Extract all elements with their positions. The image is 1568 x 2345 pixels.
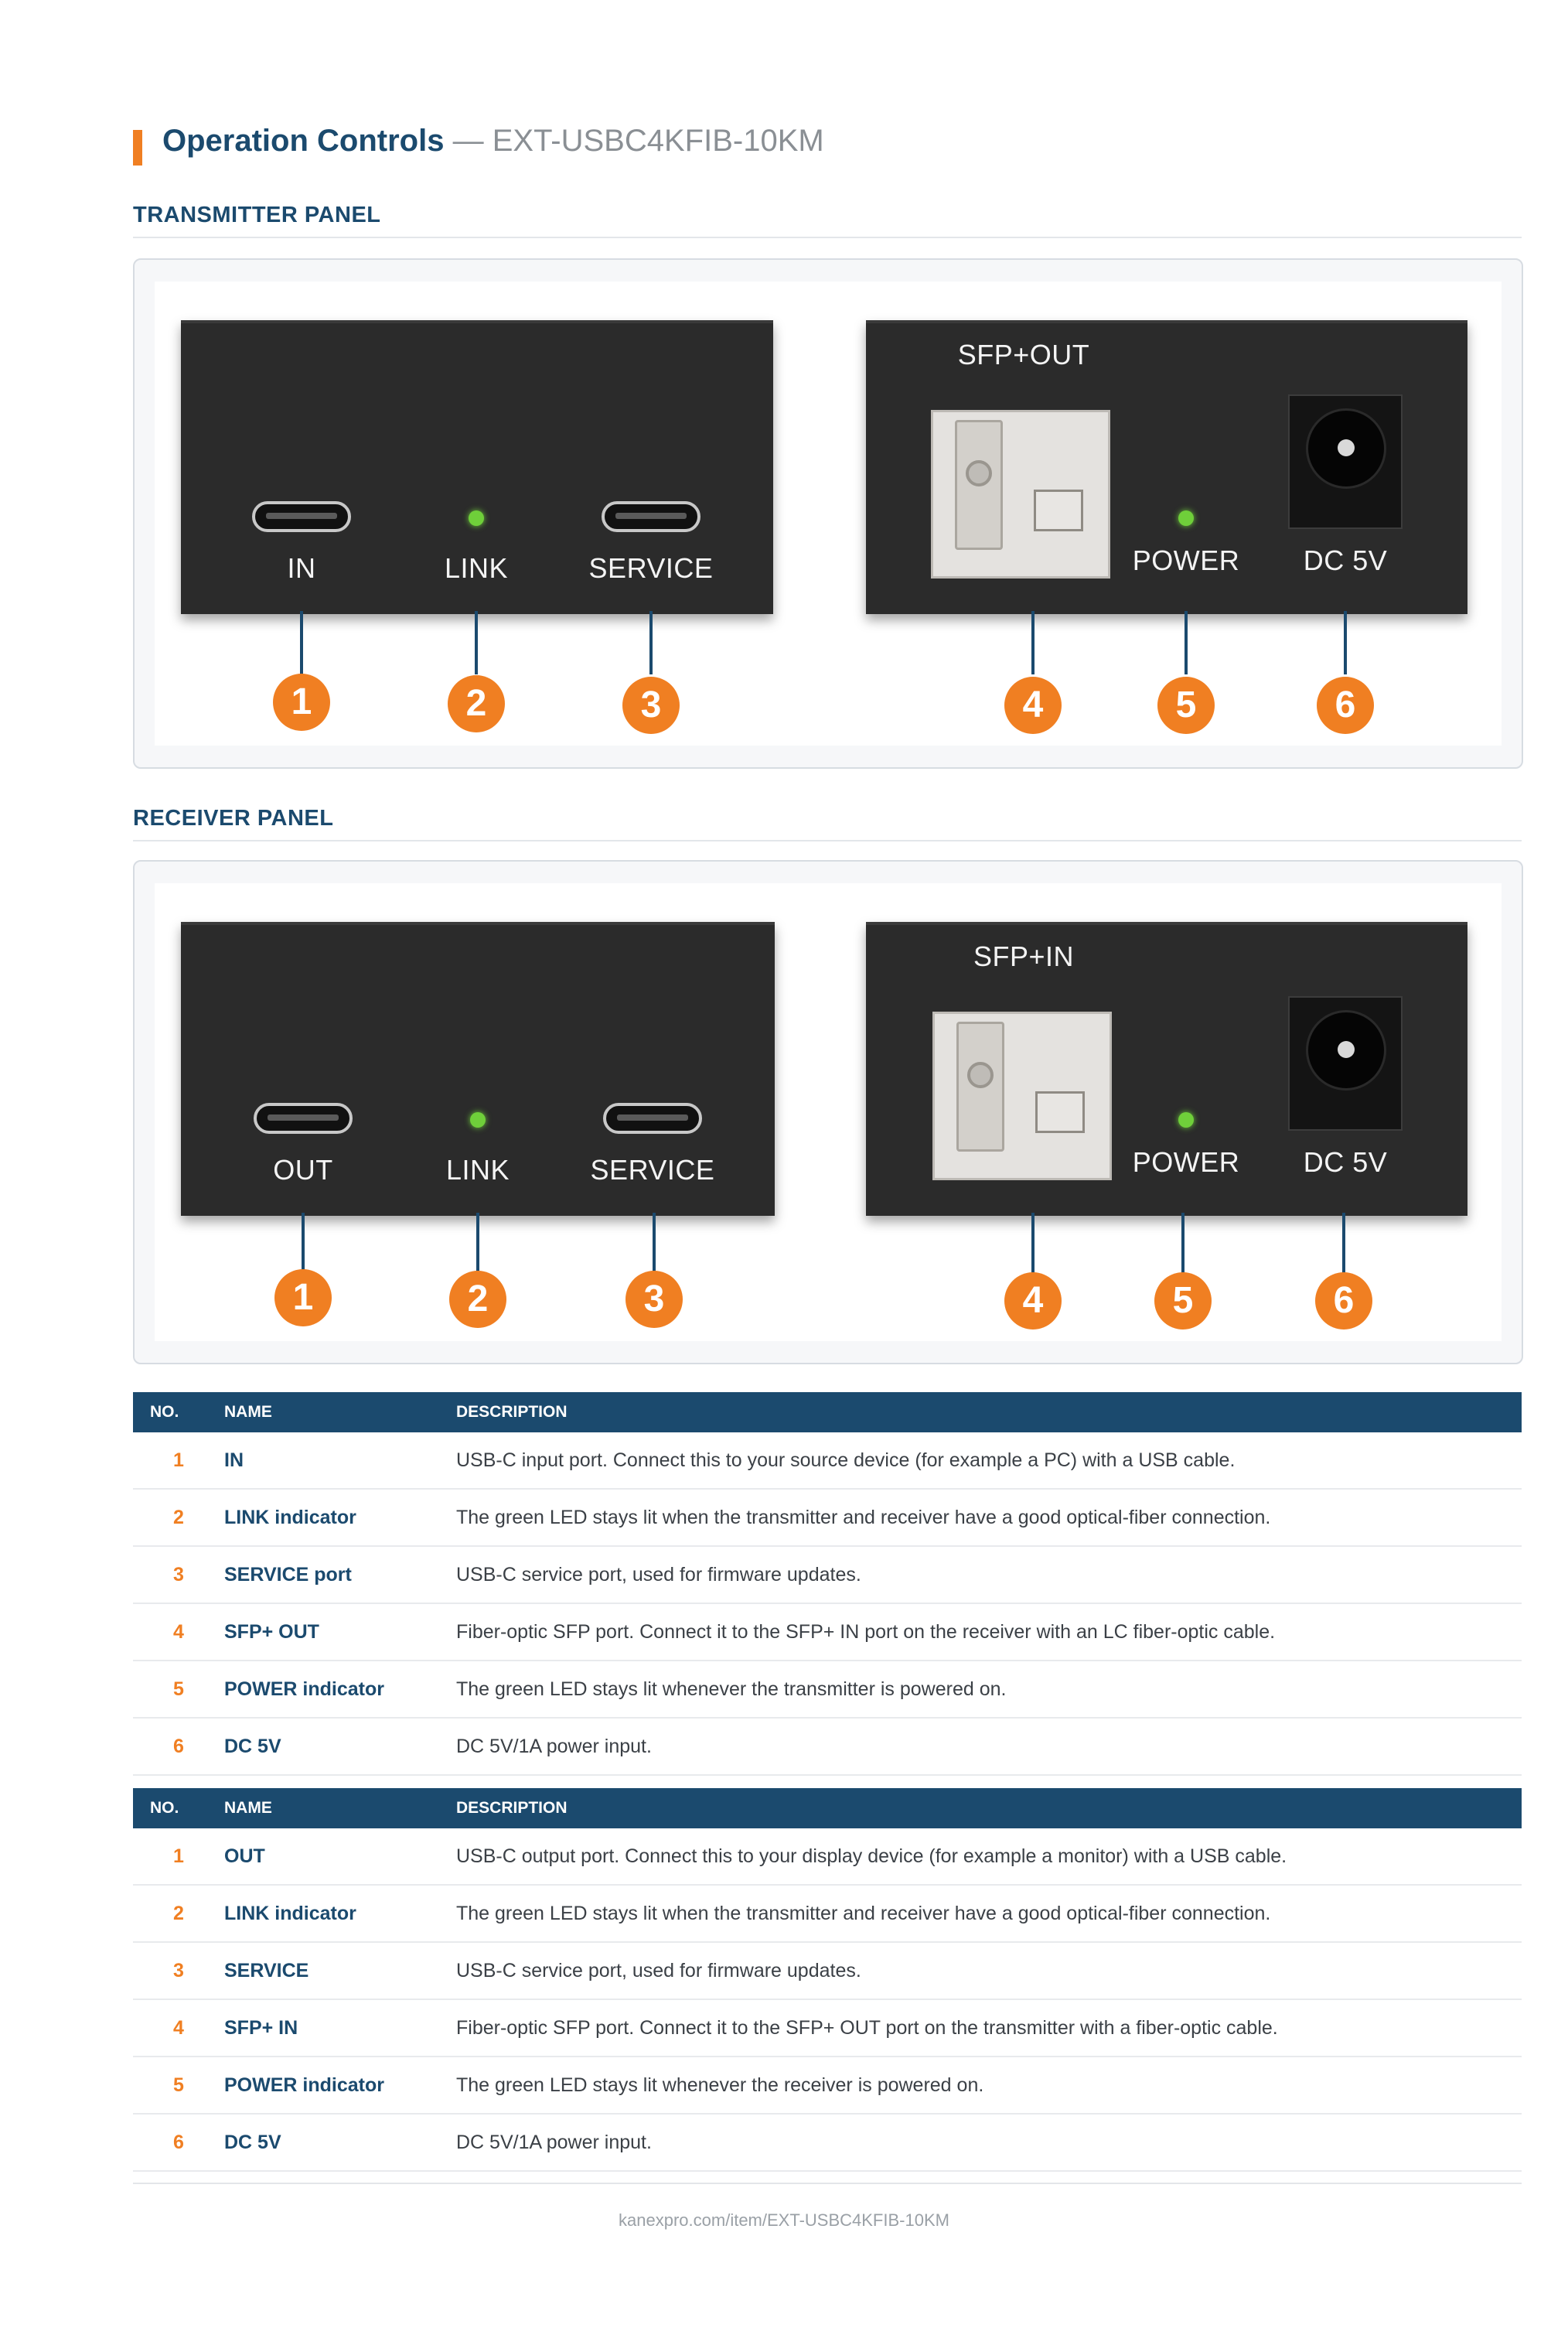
callout-badge-4: 4 [1004,677,1062,734]
receiver-front-panel [181,922,775,1216]
footer-divider [133,2183,1522,2184]
col-header-name: NAME [224,1788,456,1828]
table-row: 1 IN USB-C input port. Connect this to your source device (for example a PC) with a USB cable. [133,1432,1522,1489]
callout-leader [1185,611,1188,674]
usb-c-port-icon [252,501,351,532]
callout-badge-2: 2 [448,675,505,732]
callout-leader [653,1213,656,1271]
transmitter-panel-figure [133,258,1523,769]
col-header-description: DESCRIPTION [456,1392,1522,1432]
table-row: 2 LINK indicator The green LED stays lit when the transmitter and receiver have a good optical-fiber connection. [133,1489,1522,1546]
callout-leader [1344,611,1347,674]
port-label-dc5v: DC 5V [1303,544,1388,576]
callout-badge-6: 6 [1315,1272,1372,1330]
col-header-description: DESCRIPTION [456,1788,1522,1828]
table-row: 2 LINK indicator The green LED stays lit when the transmitter and receiver have a good optical-fiber connection. [133,1885,1522,1942]
port-label-in: IN [287,552,316,584]
table-row: 4 SFP+ OUT Fiber-optic SFP port. Connect it to the SFP+ IN port on the receiver with an LC fiber-optic cable. [133,1603,1522,1661]
transmitter-front-panel [181,320,773,614]
callout-leader [475,611,478,674]
port-label-out: OUT [273,1154,333,1186]
callout-leader [476,1213,479,1271]
callout-leader [302,1213,305,1271]
dc-jack-icon [1288,394,1403,529]
link-led-icon [469,510,484,526]
divider [133,840,1522,841]
usb-c-port-icon [602,501,700,532]
callout-badge-3: 3 [625,1271,683,1328]
port-label-sfp-out: SFP+OUT [957,339,1090,370]
callout-leader [1342,1213,1345,1273]
receiver-spec-table [133,1788,1522,2172]
port-label-sfp-in: SFP+IN [973,940,1075,972]
col-header-name: NAME [224,1392,456,1432]
transmitter-heading: TRANSMITTER PANEL [133,203,381,227]
col-header-no: NO. [133,1788,224,1828]
callout-badge-5: 5 [1157,677,1215,734]
table-row: 6 DC 5V DC 5V/1A power input. [133,1718,1522,1775]
divider [133,237,1522,238]
receiver-rear-panel [866,922,1467,1216]
led-label-link: LINK [445,1154,510,1186]
power-led-icon [1178,1112,1194,1128]
title-accent-bar [133,130,142,166]
table-header-row [133,1788,1522,1828]
port-label-service: SERVICE [588,552,714,584]
callout-badge-5: 5 [1154,1272,1212,1330]
transmitter-spec-table [133,1392,1522,1776]
receiver-panel-figure [133,860,1523,1364]
col-header-no: NO. [133,1392,224,1432]
receiver-heading: RECEIVER PANEL [133,806,334,831]
sfp-port-icon [932,1012,1112,1180]
callout-leader [1181,1213,1185,1273]
callout-leader [649,611,653,674]
callout-badge-4: 4 [1004,1272,1062,1330]
led-label-power: POWER [1132,1146,1240,1178]
led-label-power: POWER [1132,544,1240,576]
footer-url[interactable]: kanexpro.com/item/EXT-USBC4KFIB-10KM [619,2210,949,2230]
model-number: EXT-USBC4KFIB-10KM [492,124,824,158]
dc-jack-icon [1288,996,1403,1131]
port-label-service: SERVICE [590,1154,715,1186]
table-row: 4 SFP+ IN Fiber-optic SFP port. Connect it to the SFP+ OUT port on the transmitter with a fiber-optic cable. [133,1999,1522,2057]
callout-badge-1: 1 [274,1269,332,1326]
port-label-dc5v: DC 5V [1303,1146,1388,1178]
callout-leader [300,611,303,674]
callout-badge-3: 3 [622,677,680,734]
table-row: 6 DC 5V DC 5V/1A power input. [133,2114,1522,2171]
usb-c-port-icon [603,1103,702,1134]
table-row: 3 SERVICE USB-C service port, used for firmware updates. [133,1942,1522,1999]
table-header-row [133,1392,1522,1432]
callout-leader [1031,1213,1035,1273]
table-row: 3 SERVICE port USB-C service port, used for firmware updates. [133,1546,1522,1603]
table-row: 5 POWER indicator The green LED stays lit whenever the transmitter is powered on. [133,1661,1522,1718]
callout-badge-1: 1 [273,674,330,731]
callout-badge-6: 6 [1317,677,1374,734]
callout-leader [1031,611,1035,674]
usb-c-port-icon [254,1103,353,1134]
power-led-icon [1178,510,1194,526]
link-led-icon [470,1112,486,1128]
transmitter-rear-panel [866,320,1467,614]
led-label-link: LINK [444,552,509,584]
page-title: Operation Controls — EXT-USBC4KFIB-10KM [162,124,824,158]
callout-badge-2: 2 [449,1271,506,1328]
table-row: 1 OUT USB-C output port. Connect this to your display device (for example a monitor) with a USB cable. [133,1828,1522,1885]
sfp-port-icon [931,410,1110,579]
table-row: 5 POWER indicator The green LED stays lit whenever the receiver is powered on. [133,2057,1522,2114]
